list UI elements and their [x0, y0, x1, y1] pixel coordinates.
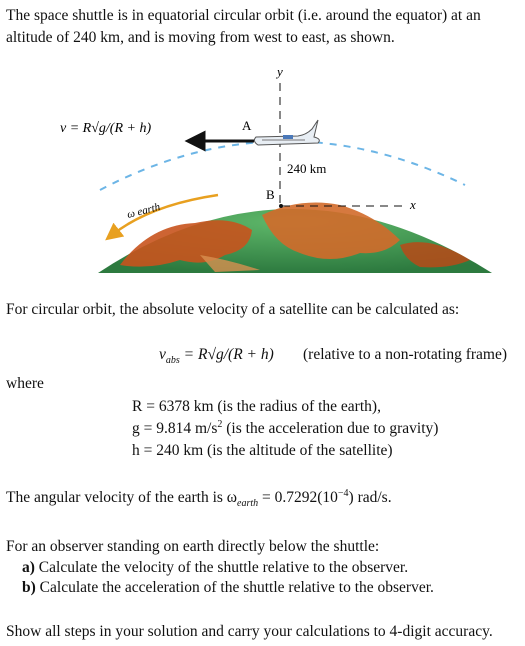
- observer-text: For an observer standing on earth directly below the shuttle:: [6, 538, 380, 555]
- omega-statement-c: ) rad/s.: [348, 489, 392, 506]
- question-b-text: Calculate the acceleration of the shuttle relative to the observer.: [35, 579, 434, 596]
- x-axis-label: x: [410, 197, 416, 212]
- question-a-text: Calculate the velocity of the shuttle relative to the observer.: [34, 559, 409, 576]
- circular-orbit-text: For circular orbit, the absolute velocity of a satellite can be calculated as:: [6, 301, 460, 318]
- space-shuttle-icon: [254, 120, 319, 145]
- final-instruction: Show all steps in your solution and carry your calculations to 4-digit accuracy.: [6, 623, 493, 640]
- altitude-label: 240 km: [287, 161, 327, 176]
- intro-line-2: altitude of 240 km, and is moving from west to east, as shown.: [6, 29, 395, 46]
- vabs-subscript: abs: [165, 355, 180, 366]
- vabs-lhs: v: [159, 346, 166, 363]
- omega-earth-label: ω earth: [125, 201, 162, 221]
- radius-definition: R = 6378 km (is the radius of the earth),: [132, 398, 381, 415]
- point-a-label: A: [242, 118, 252, 133]
- velocity-formula: v = R√g/(R + h): [60, 121, 152, 136]
- omega-subscript: earth: [237, 498, 259, 509]
- vabs-note: (relative to a non-rotating frame): [303, 346, 507, 363]
- gravity-definition-a: g = 9.814 m/s: [132, 420, 218, 437]
- omega-exponent: −4: [337, 488, 349, 499]
- intro-line-1: The space shuttle is in equatorial circular orbit (i.e. around the equator) at an: [6, 7, 481, 24]
- where-label: where: [6, 375, 44, 392]
- gravity-definition: [132, 419, 438, 441]
- gravity-exponent: 2: [217, 419, 223, 430]
- y-axis-label: y: [277, 64, 283, 79]
- omega-statement: [6, 488, 392, 510]
- gravity-definition-b: (is the acceleration due to gravity): [222, 420, 439, 437]
- point-b-label: B: [266, 187, 275, 202]
- omega-statement-a: The angular velocity of the earth is ω: [6, 489, 237, 506]
- shuttle-orbit-figure: [0, 55, 525, 295]
- vabs-equation: [159, 345, 274, 367]
- question-a-label: a): [22, 559, 35, 576]
- orbit-path: [100, 141, 465, 190]
- question-b-label: b): [22, 579, 36, 596]
- question-a: [22, 558, 408, 578]
- omega-statement-b: = 0.7292(10: [258, 489, 338, 506]
- vabs-rhs: = R√g/(R + h): [183, 346, 274, 363]
- point-b-marker: [279, 204, 283, 208]
- altitude-definition: h = 240 km (is the altitude of the satellite): [132, 442, 393, 459]
- question-b: [22, 578, 434, 598]
